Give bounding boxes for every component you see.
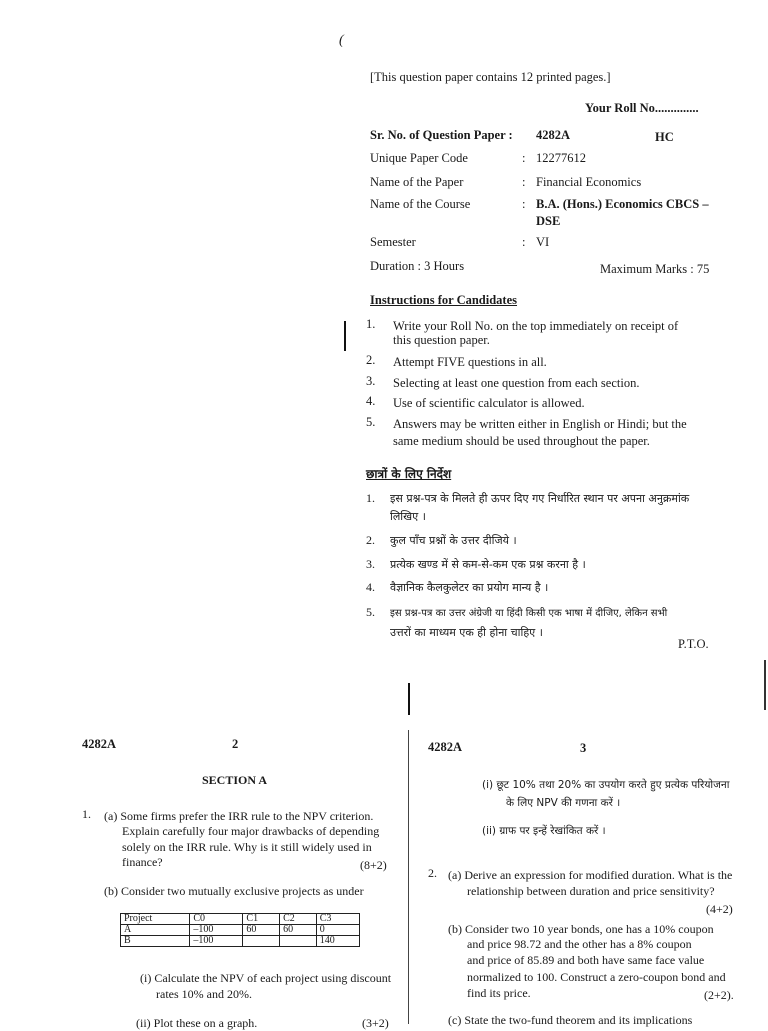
max-marks: Maximum Marks : 75 [600, 262, 710, 276]
margin-mark [344, 321, 346, 351]
table-cell: 140 [316, 936, 359, 947]
pto: P.T.O. [678, 637, 709, 651]
hindi-instruction-num: 3. [366, 557, 375, 571]
hindi-instructions-title: छात्रों के लिए निर्देश [366, 467, 452, 481]
hindi-instruction-num: 1. [366, 491, 375, 505]
instruction-num: 2. [366, 353, 376, 367]
question-number: 1. [82, 807, 91, 821]
question-text: (a) Some firms prefer the IRR rule to the NPV criterion. [104, 809, 374, 823]
page2-number: 2 [232, 737, 239, 751]
hindi-subquestion: के लिए NPV की गणना करें । [506, 797, 621, 809]
question-text: finance? [122, 855, 163, 869]
question-text: Explain carefully four major drawbacks of depending [122, 824, 380, 838]
question-text: relationship between duration and price sensitivity? [467, 884, 715, 898]
field-value-course-2: DSE [536, 214, 561, 228]
question-text: (a) Derive an expression for modified duration. What is the [448, 868, 733, 882]
table-cell: 0 [316, 925, 359, 936]
roll-no: Your Roll No.............. [585, 101, 699, 115]
question-text: (c) State the two-fund theorem and its implications [448, 1013, 693, 1027]
question-text: solely on the IRR rule. Why is it still widely used in [122, 840, 372, 854]
field-value-paper-name: Financial Economics [536, 175, 642, 189]
scan-edge-mark [764, 660, 766, 710]
table-cell: –100 [190, 925, 243, 936]
question-text: and price 98.72 and the other has a 8% coupon [467, 937, 692, 951]
field-value-course-1: B.A. (Hons.) Economics CBCS – [536, 197, 709, 211]
colon: : [522, 175, 526, 189]
instruction-num: 3. [366, 374, 376, 388]
hindi-instruction-num: 4. [366, 580, 375, 594]
section-title: SECTION A [202, 773, 268, 787]
subquestion-text: (ii) Plot these on a graph. [136, 1016, 258, 1030]
hindi-instruction-text: प्रत्येक खण्ड में से कम-से-कम एक प्रश्न करना है । [390, 558, 586, 571]
table-cell: –100 [190, 936, 243, 947]
table-cell [243, 936, 280, 947]
instruction-text: Selecting at least one question from each section. [393, 376, 640, 390]
field-value-paper-code: 12277612 [536, 151, 586, 165]
question-number: 2. [428, 866, 437, 880]
instruction-text: Use of scientific calculator is allowed. [393, 396, 585, 410]
page-divider [408, 683, 410, 715]
table-row [121, 936, 360, 947]
page-divider [408, 730, 409, 1024]
hindi-instruction-text: इस प्रश्न-पत्र का उत्तर अंग्रेजी या हिंदी किसी एक भाषा में दीजिए, लेकिन सभी [390, 608, 668, 619]
page2-code: 4282A [82, 737, 117, 751]
page-count-note: [This question paper contains 12 printed pages.] [370, 70, 611, 84]
table-cell: 60 [243, 925, 280, 936]
subquestion-text: (i) Calculate the NPV of each project using discount [140, 971, 392, 985]
field-label-paper-code: Unique Paper Code [370, 151, 468, 165]
table-cell: C2 [280, 914, 317, 925]
page3-number: 3 [580, 741, 587, 755]
instruction-text: Attempt FIVE questions in all. [393, 355, 547, 369]
projects-table [120, 913, 360, 947]
instruction-text: this question paper. [393, 333, 490, 347]
hindi-instruction-text: लिखिए । [390, 510, 426, 523]
hindi-instruction-num: 5. [366, 605, 375, 619]
instruction-num: 5. [366, 415, 376, 429]
question-text: (b) Consider two 10 year bonds, one has a 10% coupon [448, 922, 714, 936]
table-row [121, 925, 360, 936]
subquestion-text: rates 10% and 20%. [156, 987, 252, 1001]
instructions-title: Instructions for Candidates [370, 293, 518, 307]
hc-label: HC [655, 130, 674, 144]
hindi-instruction-text: कुल पाँच प्रश्नों के उत्तर दीजिये । [390, 534, 517, 547]
colon: : [522, 197, 526, 211]
question-marks: (2+2). [704, 988, 734, 1002]
field-value-sr-no: 4282A [536, 128, 571, 142]
table-cell: C1 [243, 914, 280, 925]
duration: Duration : 3 Hours [370, 259, 465, 273]
table-cell [280, 936, 317, 947]
hindi-instruction-num: 2. [366, 533, 375, 547]
instruction-text: same medium should be used throughout the paper. [393, 434, 650, 448]
field-label-course: Name of the Course [370, 197, 471, 211]
table-cell: A [121, 925, 190, 936]
table-header-row [121, 914, 360, 925]
question-text: find its price. [467, 986, 531, 1000]
field-label-semester: Semester [370, 235, 416, 249]
field-value-semester: VI [536, 235, 550, 249]
field-label-sr-no: Sr. No. of Question Paper : [370, 128, 513, 142]
page3-code: 4282A [428, 740, 463, 754]
hindi-subquestion: (ii) ग्राफ पर इन्हें रेखांकित करें । [482, 825, 606, 837]
colon: : [522, 151, 526, 165]
colon: : [522, 235, 526, 249]
instruction-num: 1. [366, 317, 376, 331]
instruction-text: Answers may be written either in English or Hindi; but the [393, 417, 687, 431]
table-cell: C3 [316, 914, 359, 925]
table-cell: C0 [190, 914, 243, 925]
scan-mark-paren: ( [339, 33, 344, 48]
hindi-instruction-text: वैज्ञानिक कैलकुलेटर का प्रयोग मान्य है । [390, 581, 549, 594]
table-cell: Project [121, 914, 190, 925]
hindi-instruction-text: इस प्रश्न-पत्र के मिलते ही ऊपर दिए गए निर्धारित स्थान पर अपना अनुक्रमांक [390, 492, 690, 505]
question-text: (b) Consider two mutually exclusive projects as under [104, 884, 364, 898]
instruction-text: Write your Roll No. on the top immediately on receipt of [393, 319, 679, 333]
table-cell: 60 [280, 925, 317, 936]
question-text: and price of 85.89 and both have same face value [467, 953, 705, 967]
field-label-paper-name: Name of the Paper [370, 175, 464, 189]
question-marks: (4+2) [706, 902, 733, 916]
subquestion-marks: (3+2) [362, 1016, 389, 1030]
instruction-num: 4. [366, 394, 376, 408]
table-cell: B [121, 936, 190, 947]
question-text: normalized to 100. Construct a zero-coupon bond and [467, 970, 726, 984]
hindi-instruction-text: उत्तरों का माध्यम एक ही होना चाहिए । [390, 626, 543, 639]
question-marks: (8+2) [360, 858, 387, 872]
hindi-subquestion: (i) छूट 10% तथा 20% का उपयोग करते हुए प्रत्येक परियोजना [482, 779, 730, 791]
